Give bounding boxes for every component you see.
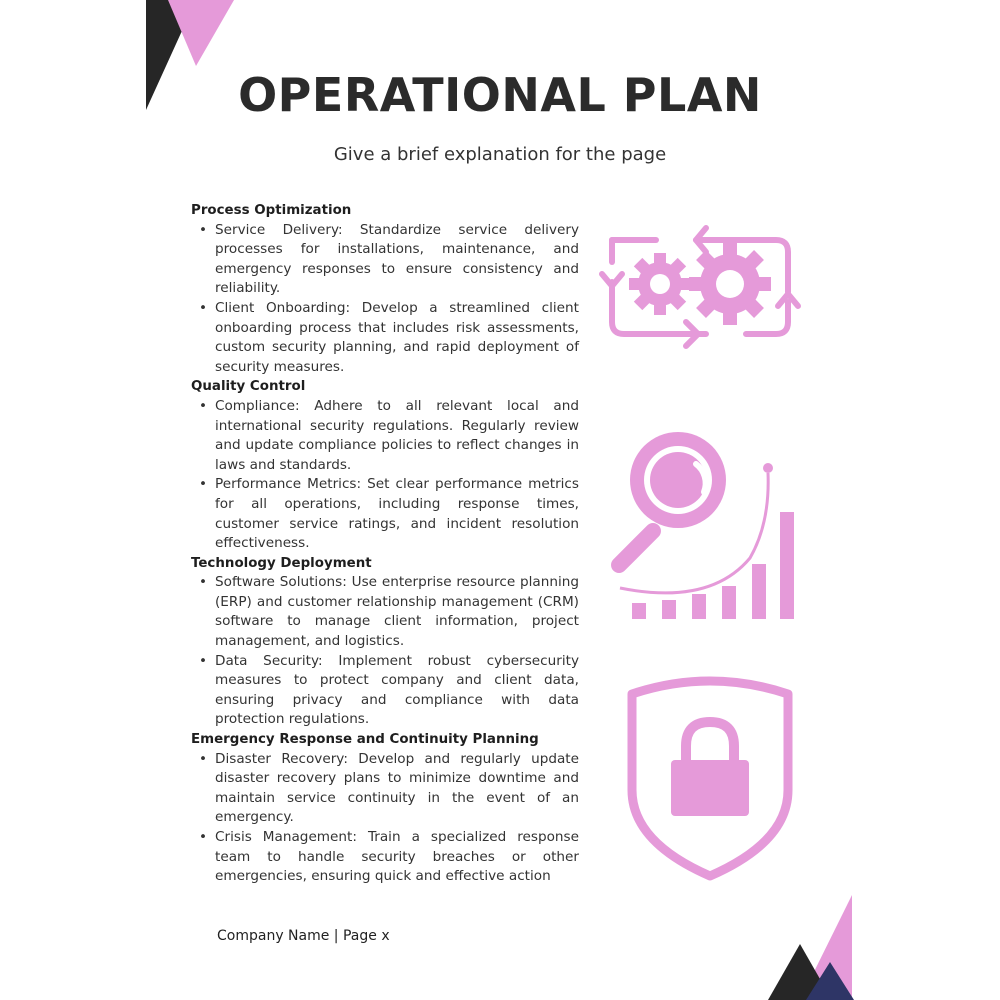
- list-item: • Data Security: Implement robust cybersecurity measures to protect company and client data, ensuring privacy and compliance with data protection regulations.: [215, 652, 579, 730]
- shield-lock-icon: [624, 672, 796, 882]
- list-item: • Disaster Recovery: Develop and regularly update disaster recovery plans to minimize downtime and maintain service continuity in the event of an emergency.: [215, 750, 579, 828]
- section-process-optimization: [191, 201, 579, 377]
- list-item: • Performance Metrics: Set clear performance metrics for all operations, including response times, customer service ratings, and incident resolution effectiveness.: [215, 475, 579, 553]
- list-item: • Crisis Management: Train a specialized response team to handle security breaches or other emergencies, ensuring quick and effective action: [215, 828, 579, 887]
- page-subtitle: Give a brief explanation for the page: [333, 144, 667, 165]
- section-heading: Quality Control: [191, 379, 306, 395]
- page-title: OPERATIONAL PLAN: [238, 68, 762, 122]
- content-body: [191, 201, 579, 887]
- section-heading: Emergency Response and Continuity Planning: [191, 732, 539, 748]
- gears-cycle-icon: [596, 222, 806, 352]
- list-item: • Service Delivery: Standardize service delivery processes for installations, maintenance, and emergency responses to ensure consistency and reliability.: [215, 221, 579, 299]
- bullet-list: [191, 573, 579, 730]
- bullet-list: [191, 397, 579, 554]
- bullet-list: [191, 221, 579, 378]
- page-footer: Company Name | Page x: [217, 928, 390, 944]
- list-item: • Software Solutions: Use enterprise resource planning (ERP) and customer relationship management (CRM) software to manage client information, project management, and logistics.: [215, 573, 579, 651]
- section-technology-deployment: [191, 554, 579, 730]
- list-item: • Client Onboarding: Develop a streamlined client onboarding process that includes risk assessments, custom security planning, and rapid deployment of security measures.: [215, 299, 579, 377]
- bottom-right-decoration: [760, 890, 860, 1000]
- section-heading: Technology Deployment: [191, 555, 372, 571]
- section-quality-control: [191, 377, 579, 553]
- section-heading: Process Optimization: [191, 203, 352, 218]
- section-emergency-response: [191, 730, 579, 887]
- bullet-list: [191, 750, 579, 887]
- list-item: • Compliance: Adhere to all relevant local and international security regulations. Regularly review and update compliance policies to reflect changes in laws and standards.: [215, 397, 579, 475]
- magnifier-growth-chart-icon: [600, 428, 805, 623]
